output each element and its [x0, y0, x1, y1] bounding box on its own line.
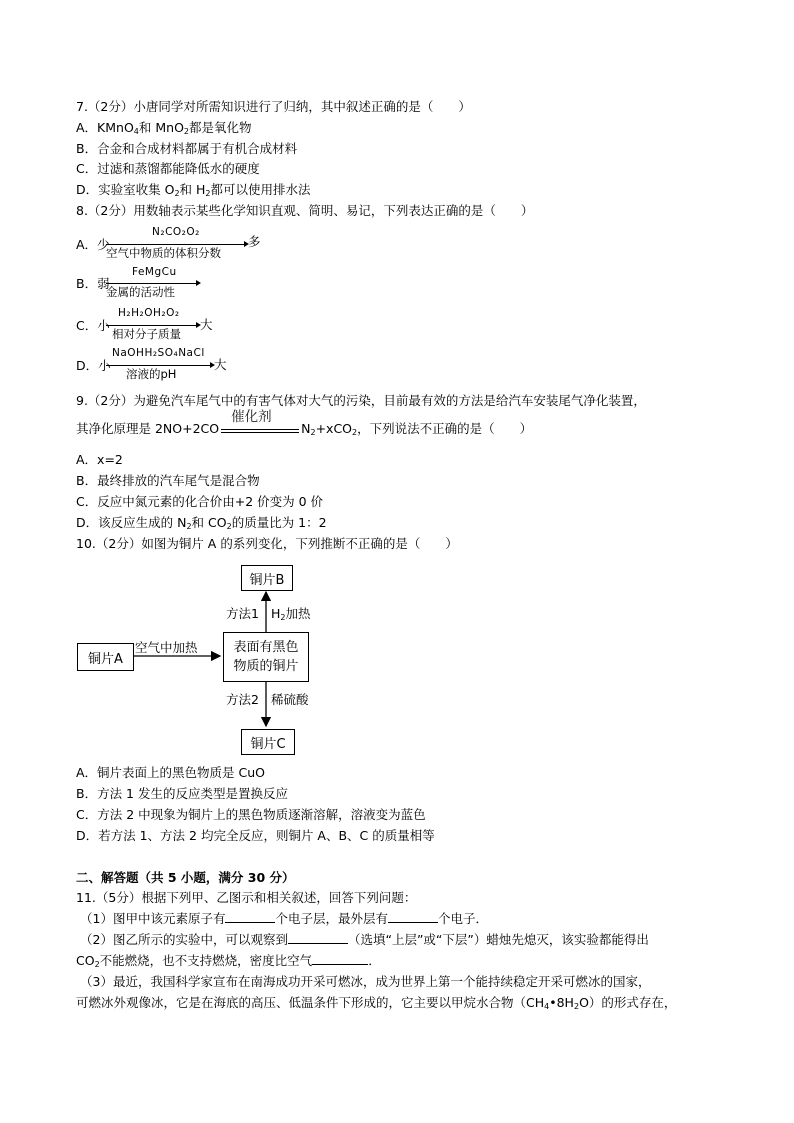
q7-option-b[interactable]: B．合金和合成材料都属于有机合成材料 [76, 141, 298, 156]
q7-stem: 7.（2分）小唐同学对所需知识进行了归纳，其中叙述正确的是（ ） [76, 99, 471, 114]
q9-option-a[interactable]: A．x=2 [76, 452, 123, 467]
q9-catalyst-arrow [219, 409, 301, 438]
q11-p2-line2-text: 不能燃烧，也不支持燃烧，密度比空气 [99, 953, 313, 968]
q8-a-axis-end: 多 [248, 234, 261, 249]
q11-p3-sub2: 2 [573, 1002, 580, 1011]
q11-blank-outer-electrons[interactable] [388, 910, 438, 923]
q10-label-heat-in-air: 空气中加热 [135, 640, 198, 655]
q8-c-axis-end: 大 [200, 317, 213, 332]
q11-p3-a: 可燃冰外观像冰，它是在海底的高压、低温条件下形成的，它主要以甲烷水合物（CH [76, 995, 545, 1010]
q9-d-sub1: 2 [186, 522, 192, 531]
q8-option-c[interactable] [76, 307, 276, 343]
q9-d-sub2: 2 [226, 522, 232, 531]
q8-b-label: B．弱 [76, 276, 110, 291]
q8-option-b[interactable] [76, 266, 276, 300]
q11-p2-sub: 2 [94, 960, 100, 969]
q9-stem: 9.（2分）为避免汽车尾气中的有害气体对大气的污染，目前最有效的方法是给汽车安装尾气净化装置， [76, 393, 646, 408]
q11-part1 [80, 910, 488, 928]
q8-a-axis-top: N₂CO₂O₂ [152, 226, 200, 238]
q8-d-axis-bottom: 溶液的pH [126, 367, 177, 381]
q7-option-a[interactable] [76, 119, 252, 141]
q8-d-label: D．小 [76, 358, 111, 373]
q9-reactants: 其净化原理是 2NO+2CO [76, 421, 220, 436]
q9-option-b[interactable]: B．最终排放的汽车尾气是混合物 [76, 473, 260, 488]
q7-a-post: 都是氧化物 [189, 120, 252, 135]
q11-part3-line1: （3）最近，我国科学家宣布在南海成功开采可燃冰，成为世界上第一个能持续稳定开采可燃冰的国家， [80, 974, 651, 989]
q9-product-sub1: 2 [310, 428, 316, 437]
q8-d-axis-end: 大 [214, 357, 227, 372]
q9-option-c[interactable]: C．反应中氮元素的化合价由+2 价变为 0 价 [76, 494, 324, 509]
q10-label-method2-reagent: 稀硫酸 [271, 692, 309, 707]
q7-a-sub2: 2 [183, 127, 190, 136]
q8-c-axis-bottom: 相对分子质量 [112, 327, 181, 341]
q7-d-sub1: 2 [174, 189, 180, 198]
q8-a-axis-bottom: 空气中物质的体积分数 [106, 246, 221, 260]
q11-p3-b: •8H [549, 995, 574, 1010]
q10-stem: 10.（2分）如图为铜片 A 的系列变化，下列推断不正确的是（ ） [76, 536, 458, 551]
q9-product-co: +xCO [315, 421, 353, 436]
q7-d-post: 都可以使用排水法 [210, 182, 311, 197]
section-heading: 二、解答题（共 5 小题，满分 30 分） [76, 870, 295, 885]
q11-p2-b: （选填“上层”或“下层”）蜡烛先熄灭，该实验都能得出 [347, 932, 649, 947]
q10-reagent-h: H [271, 606, 281, 621]
q10-label-method1: 方法1 [226, 606, 259, 621]
q11-blank-candle-layer[interactable] [288, 931, 348, 944]
q9-d-mid: 和 CO [191, 515, 227, 530]
q10-middle-box [223, 632, 309, 682]
q8-b-axis-top: FeMgCu [132, 266, 177, 278]
q8-option-d[interactable] [76, 347, 276, 383]
q11-p2-line2-end: ． [368, 953, 381, 968]
q7-a-sub1: 4 [133, 127, 139, 136]
q11-p2-co: CO [76, 953, 95, 968]
q7-d-sub2: 2 [205, 189, 211, 198]
q10-copper-a: 铜片A [77, 643, 134, 671]
q9-question-tail: ，下列说法不正确的是（ ） [357, 421, 533, 436]
q11-blank-density[interactable] [312, 952, 368, 965]
q11-p3-sub1: 4 [544, 1002, 550, 1011]
q9-equal-line-bottom [221, 432, 299, 433]
q10-middle-line1: 表面有黑色 [233, 640, 299, 655]
q7-option-c[interactable]: C．过滤和蒸馏都能降低水的硬度 [76, 161, 260, 176]
q7-option-d[interactable] [76, 181, 311, 203]
q11-part2 [80, 931, 649, 949]
q8-b-axis-bottom: 金属的活动性 [106, 285, 175, 299]
q8-option-a[interactable] [76, 226, 276, 262]
q9-product-n: N [301, 421, 311, 436]
q9-equation-line [76, 409, 533, 442]
q11-p3-c: O）的形式存在， [579, 995, 677, 1010]
q8-a-label: A．少 [76, 237, 110, 252]
q8-d-axis-top: NaOHH₂SO₄NaCl [112, 347, 205, 359]
q9-catalyst-label: 催化剂 [231, 409, 272, 425]
q11-p2-a: （2）图乙所示的实验中，可以观察到 [80, 932, 288, 947]
q10-label-method1-reagent [271, 604, 311, 622]
q7-d-text: D．实验室收集 O [76, 182, 175, 197]
q10-option-d[interactable]: D．若方法 1、方法 2 均完全反应，则铜片 A、B、C 的质量相等 [76, 828, 435, 843]
q10-label-method2: 方法2 [226, 692, 259, 707]
q10-middle-line2: 物质的铜片 [233, 659, 299, 674]
q7-a-text: A．KMnO [76, 120, 134, 135]
q11-p1-b: 个电子层，最外层有 [275, 911, 388, 926]
q10-reagent-heat: 加热 [285, 606, 311, 621]
q8-stem: 8.（2分）用数轴表示某些化学知识直观、简明、易记，下列表达正确的是（ ） [76, 203, 534, 218]
q8-b-arrow-icon [196, 280, 201, 286]
q10-reagent-sub: 2 [280, 613, 286, 622]
q10-option-a[interactable]: A．铜片表面上的黑色物质是 CuO [76, 765, 266, 780]
q10-option-b[interactable]: B．方法 1 发生的反应类型是置换反应 [76, 786, 288, 801]
q10-copper-c: 铜片C [241, 729, 295, 755]
q9-option-d[interactable] [76, 514, 327, 536]
q11-part3-line2 [76, 994, 676, 1016]
q7-d-mid: 和 H [179, 182, 206, 197]
q11-p1-c: 个电子． [437, 911, 488, 926]
q10-option-c[interactable]: C．方法 2 中现象为铜片上的黑色物质逐渐溶解，溶液变为蓝色 [76, 807, 426, 822]
q9-d-text: D．该反应生成的 N [76, 515, 187, 530]
q7-a-mid: 和 MnO [138, 120, 184, 135]
q9-equal-line-top [221, 429, 299, 430]
q10-copper-b: 铜片B [241, 565, 293, 591]
q9-product-sub2: 2 [352, 428, 358, 437]
q8-c-axis-top: H₂H₂OH₂O₂ [118, 307, 180, 319]
q11-blank-electron-shells[interactable] [225, 910, 275, 923]
q11-p1-a: （1）图甲中该元素原子有 [80, 911, 226, 926]
q11-part2-line2 [76, 952, 381, 974]
q11-stem: 11.（5分）根据下列甲、乙图示和相关叙述，回答下列问题： [76, 890, 417, 905]
q9-d-post: 的质量比为 1：2 [231, 515, 327, 530]
q8-c-label: C．小 [76, 318, 110, 333]
